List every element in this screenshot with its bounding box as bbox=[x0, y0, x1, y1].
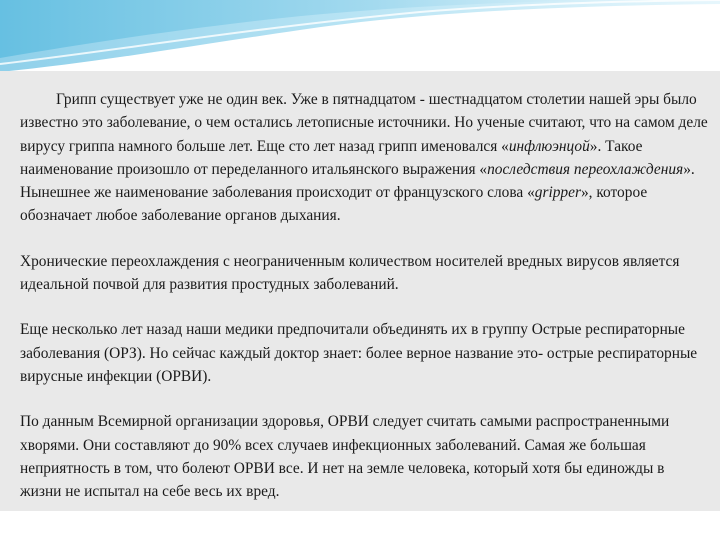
italic-term: gripper bbox=[534, 184, 581, 202]
paragraph-hypothermia bbox=[20, 250, 708, 297]
paragraph-who-data bbox=[20, 410, 708, 503]
italic-term: последствия переохлаждения bbox=[487, 160, 684, 178]
text-segment: Грипп существует уже не один век. Уже в пятнадцатом - шестнадцатом столетии нашей эры было известно это заболевание, о чем остались летописные источники. Но ученые считают, что на самом деле вирусу гриппа намного больше лет. Еще сто лет назад грипп именовался « bbox=[20, 91, 708, 155]
paragraph-flu-history bbox=[20, 88, 708, 228]
text-segment: », которое обозначает любое заболевание органов дыхания. bbox=[20, 184, 648, 225]
text-segment: Еще несколько лет назад наши медики предпочитали объединять их в группу Острые респираторные заболевания (ОРЗ). Но сейчас каждый доктор знает: более верное название это- острые респираторные вирусные инфекции (ОРВИ). bbox=[20, 321, 698, 385]
slide-body bbox=[20, 88, 708, 525]
italic-term: инфлюэнцой bbox=[508, 137, 590, 155]
text-segment: ». Такое наименование произошло от переделанного итальянского выражения « bbox=[20, 137, 643, 178]
paragraph-orz-orvi bbox=[20, 318, 708, 388]
text-segment: ». Нынешнее же наименование заболевания происходит от французского слова « bbox=[20, 160, 695, 202]
text-segment: Хронические переохлаждения с неограниченным количеством носителей вредных вирусов является идеальной почвой для развития простудных заболеваний. bbox=[20, 252, 680, 294]
text-segment: По данным Всемирной организации здоровья, ОРВИ следует считать самыми распространенными хворями. Они составляют до 90% всех случаев инфекционных заболеваний. Самая же большая неприятность в том, что болеют ОРВИ все. И нет на земле человека, который хотя бы единожды в жизни не испытал на себе весь их вред. bbox=[20, 413, 670, 501]
